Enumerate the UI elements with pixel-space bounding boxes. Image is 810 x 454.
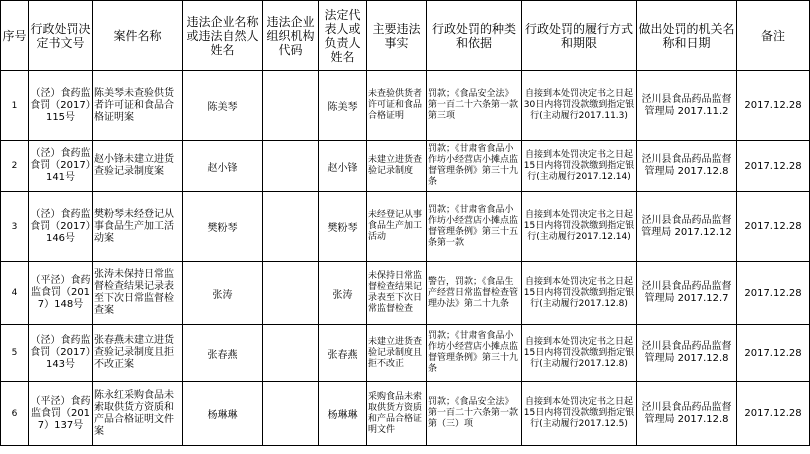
cell-org-code: [263, 71, 319, 141]
cell-authority-date: 泾川县食品药品监督管理局 2017.12.8: [637, 325, 737, 382]
cell-remark: 2017.12.28: [737, 262, 810, 325]
cell-doc-number: （泾）食药监食罚（2017）141号: [29, 141, 93, 192]
cell-violator-name: 张涛: [183, 262, 263, 325]
header-main-facts: 主要违法事实: [367, 1, 427, 71]
cell-authority-date: 泾川县食品药品监督管理局 2017.12.8: [637, 382, 737, 446]
cell-org-code: [263, 192, 319, 262]
cell-doc-number: （平泾）食药监食罚（2017）148号: [29, 262, 93, 325]
cell-legal-rep: 陈美琴: [319, 71, 367, 141]
header-row: [1, 1, 810, 71]
header-org-code: 违法企业组织机构代码: [263, 1, 319, 71]
cell-legal-rep: 张春燕: [319, 325, 367, 382]
cell-org-code: [263, 325, 319, 382]
cell-violator-name: 杨琳琳: [183, 382, 263, 446]
table-row: [1, 141, 810, 192]
header-no: 序号: [1, 1, 29, 71]
cell-penalty-kind: 罚款；《甘肃省食品小作坊小经营店小摊点监督管理条例》第三十九条: [427, 325, 522, 382]
cell-case-name: 陈永红采购食品未索取供货方资质和产品合格证明文件案: [93, 382, 183, 446]
cell-authority-date: 泾川县食品药品监督管理局 2017.12.12: [637, 192, 737, 262]
cell-doc-number: （平泾）食药监食罚（2017）137号: [29, 382, 93, 446]
header-case-name: 案件名称: [93, 1, 183, 71]
cell-case-name: 陈美琴未查验供货者许可证和食品合格证明案: [93, 71, 183, 141]
cell-case-name: 樊粉琴未经登记从事食品生产加工活动案: [93, 192, 183, 262]
cell-case-name: 张春燕未建立进货查验记录制度且拒不改正案: [93, 325, 183, 382]
cell-legal-rep: 杨琳琳: [319, 382, 367, 446]
header-remark: 备注: [737, 1, 810, 71]
cell-doc-number: （泾）食药监食罚（2017）115号: [29, 71, 93, 141]
header-legal-rep: 法定代表人或负责人姓名: [319, 1, 367, 71]
table-row: [1, 71, 810, 141]
cell-execution: 自接到本处罚决定书之日起15日内将罚没款缴到指定银行(主动履行2017.12.5): [522, 382, 637, 446]
cell-violator-name: 陈美琴: [183, 71, 263, 141]
cell-penalty-kind: 罚款；《食品安全法》第一百二十六条第一款第三项: [427, 71, 522, 141]
header-authority-date: 做出处罚的机关名称和日期: [637, 1, 737, 71]
cell-no: 4: [1, 262, 29, 325]
cell-execution: 自接到本处罚决定书之日起15日内将罚没款缴到指定银行(主动履行2017.12.8): [522, 262, 637, 325]
cell-org-code: [263, 262, 319, 325]
cell-legal-rep: 樊粉琴: [319, 192, 367, 262]
cell-no: 1: [1, 71, 29, 141]
header-penalty-kind: 行政处罚的种类和依据: [427, 1, 522, 71]
cell-no: 5: [1, 325, 29, 382]
cell-penalty-kind: 罚款；《甘肃省食品小作坊小经营店小摊点监督管理条例》第三十五条第一款: [427, 192, 522, 262]
cell-remark: 2017.12.28: [737, 382, 810, 446]
header-doc-number: 行政处罚决定书文号: [29, 1, 93, 71]
cell-authority-date: 泾川县食品药品监督管理局 2017.12.8: [637, 141, 737, 192]
cell-execution: 自接到本处罚决定书之日起30日内将罚没款缴到指定银行(主动履行2017.11.3): [522, 71, 637, 141]
cell-execution: 自接到本处罚决定书之日起15日内将罚没款缴到指定银行(主动履行2017.12.8): [522, 325, 637, 382]
cell-main-facts: 未建立进货查验记录制度且拒不改正: [367, 325, 427, 382]
cell-main-facts: 未查验供货者许可证和食品合格证明: [367, 71, 427, 141]
cell-legal-rep: 张涛: [319, 262, 367, 325]
header-violator-name: 违法企业名称或违法自然人姓名: [183, 1, 263, 71]
cell-doc-number: （泾）食药监食罚（2017）143号: [29, 325, 93, 382]
cell-remark: 2017.12.28: [737, 325, 810, 382]
table-row: [1, 192, 810, 262]
cell-org-code: [263, 141, 319, 192]
cell-penalty-kind: 罚款；《食品安全法》第一百二十六条第一款第（三）项: [427, 382, 522, 446]
table-row: [1, 262, 810, 325]
cell-remark: 2017.12.28: [737, 141, 810, 192]
cell-org-code: [263, 382, 319, 446]
cell-no: 3: [1, 192, 29, 262]
cell-case-name: 张涛未保持日常监督检查结果记录表至下次日常监督检查案: [93, 262, 183, 325]
cell-execution: 自接到本处罚决定书之日起15日内将罚没款缴到指定银行(主动履行2017.12.14): [522, 141, 637, 192]
cell-execution: 自接到本处罚决定书之日起15日内将罚没款缴到指定银行(主动履行2017.12.14): [522, 192, 637, 262]
cell-main-facts: 未建立进货查验记录制度: [367, 141, 427, 192]
cell-no: 6: [1, 382, 29, 446]
cell-main-facts: 未保持日常监督检查结果记录表至下次日常监督检查: [367, 262, 427, 325]
cell-remark: 2017.12.28: [737, 71, 810, 141]
cell-remark: 2017.12.28: [737, 192, 810, 262]
cell-penalty-kind: 警告，罚款；《食品生产经营日常监督检查管理办法》第二十九条: [427, 262, 522, 325]
header-execution: 行政处罚的履行方式和期限: [522, 1, 637, 71]
table-row: [1, 325, 810, 382]
cell-legal-rep: 赵小锋: [319, 141, 367, 192]
table-row: [1, 382, 810, 446]
cell-no: 2: [1, 141, 29, 192]
cell-penalty-kind: 罚款；《甘肃省食品小作坊小经营店小摊点监督管理条例》第三十九条: [427, 141, 522, 192]
cell-authority-date: 泾川县食品药品监督管理局 2017.11.2: [637, 71, 737, 141]
cell-case-name: 赵小锋未建立进货查验记录制度案: [93, 141, 183, 192]
cell-authority-date: 泾川县食品药品监督管理局 2017.12.7: [637, 262, 737, 325]
cell-main-facts: 采购食品未索取供货方资质和产品合格证明文件: [367, 382, 427, 446]
cell-main-facts: 未经登记从事食品生产加工活动: [367, 192, 427, 262]
cell-violator-name: 樊粉琴: [183, 192, 263, 262]
cell-doc-number: （泾）食药监食罚（2017）146号: [29, 192, 93, 262]
cell-violator-name: 张春燕: [183, 325, 263, 382]
cell-violator-name: 赵小锋: [183, 141, 263, 192]
